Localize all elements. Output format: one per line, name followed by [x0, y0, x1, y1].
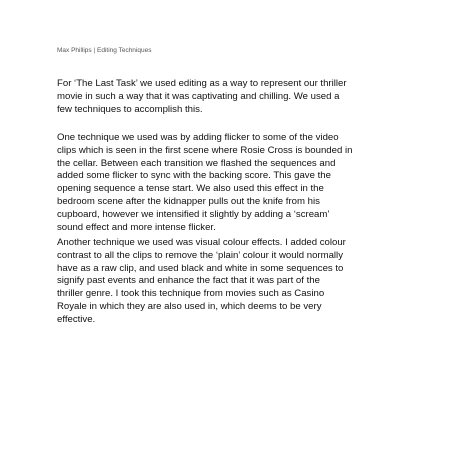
paragraph-line: signify past events and enhance the fact that it was part of the — [57, 275, 320, 287]
paragraph-line: contrast to all the clips to remove the ‘plain’ colour it would normally — [57, 249, 343, 261]
paragraph-line: sound effect and more intense flicker. — [57, 221, 216, 233]
paragraph-line: One technique we used was by adding flicker to some of the video — [57, 132, 339, 143]
paragraph-line: bedroom scene after the kidnapper pulls out the knife from his — [57, 195, 320, 207]
paragraph-line: movie in such a way that it was captivating and chilling. We used a — [57, 90, 340, 102]
paragraph-intro — [57, 78, 403, 116]
paragraph-line: cupboard, however we intensified it slightly by adding a ‘scream’ — [57, 208, 330, 220]
paragraph-line: thriller genre. I took this technique from movies such as Casino — [57, 288, 325, 300]
paragraph-line: the cellar. Between each transition we flashed the sequences and — [57, 157, 336, 169]
paragraph-line: Another technique we used was visual colour effects. I added colour — [57, 237, 346, 248]
header-author: Max Phillips — [57, 47, 92, 54]
paragraph-line: opening sequence a tense start. We also used this effect in the — [57, 183, 324, 195]
paragraph-line: have as a raw clip, and used black and white in some sequences to — [57, 262, 344, 274]
paragraph-line: added some flicker to sync with the backing score. This gave the — [57, 170, 331, 182]
header-subtitle: Editing Techniques — [97, 47, 152, 54]
paragraph-line: For ‘The Last Task’ we used editing as a way to represent our thriller — [57, 78, 347, 89]
paragraph-line: effective. — [57, 313, 96, 325]
page-header — [57, 47, 151, 55]
paragraph-line: clips which is seen in the first scene where Rosie Cross is bounded in — [57, 144, 353, 156]
paragraph-line: Royale in which they are also used in, which deems to be very — [57, 300, 322, 312]
paragraph-colour-technique — [57, 237, 403, 327]
paragraph-flicker-technique — [57, 132, 403, 234]
paragraph-line: few techniques to accomplish this. — [57, 103, 203, 115]
header-separator: | — [93, 47, 96, 54]
